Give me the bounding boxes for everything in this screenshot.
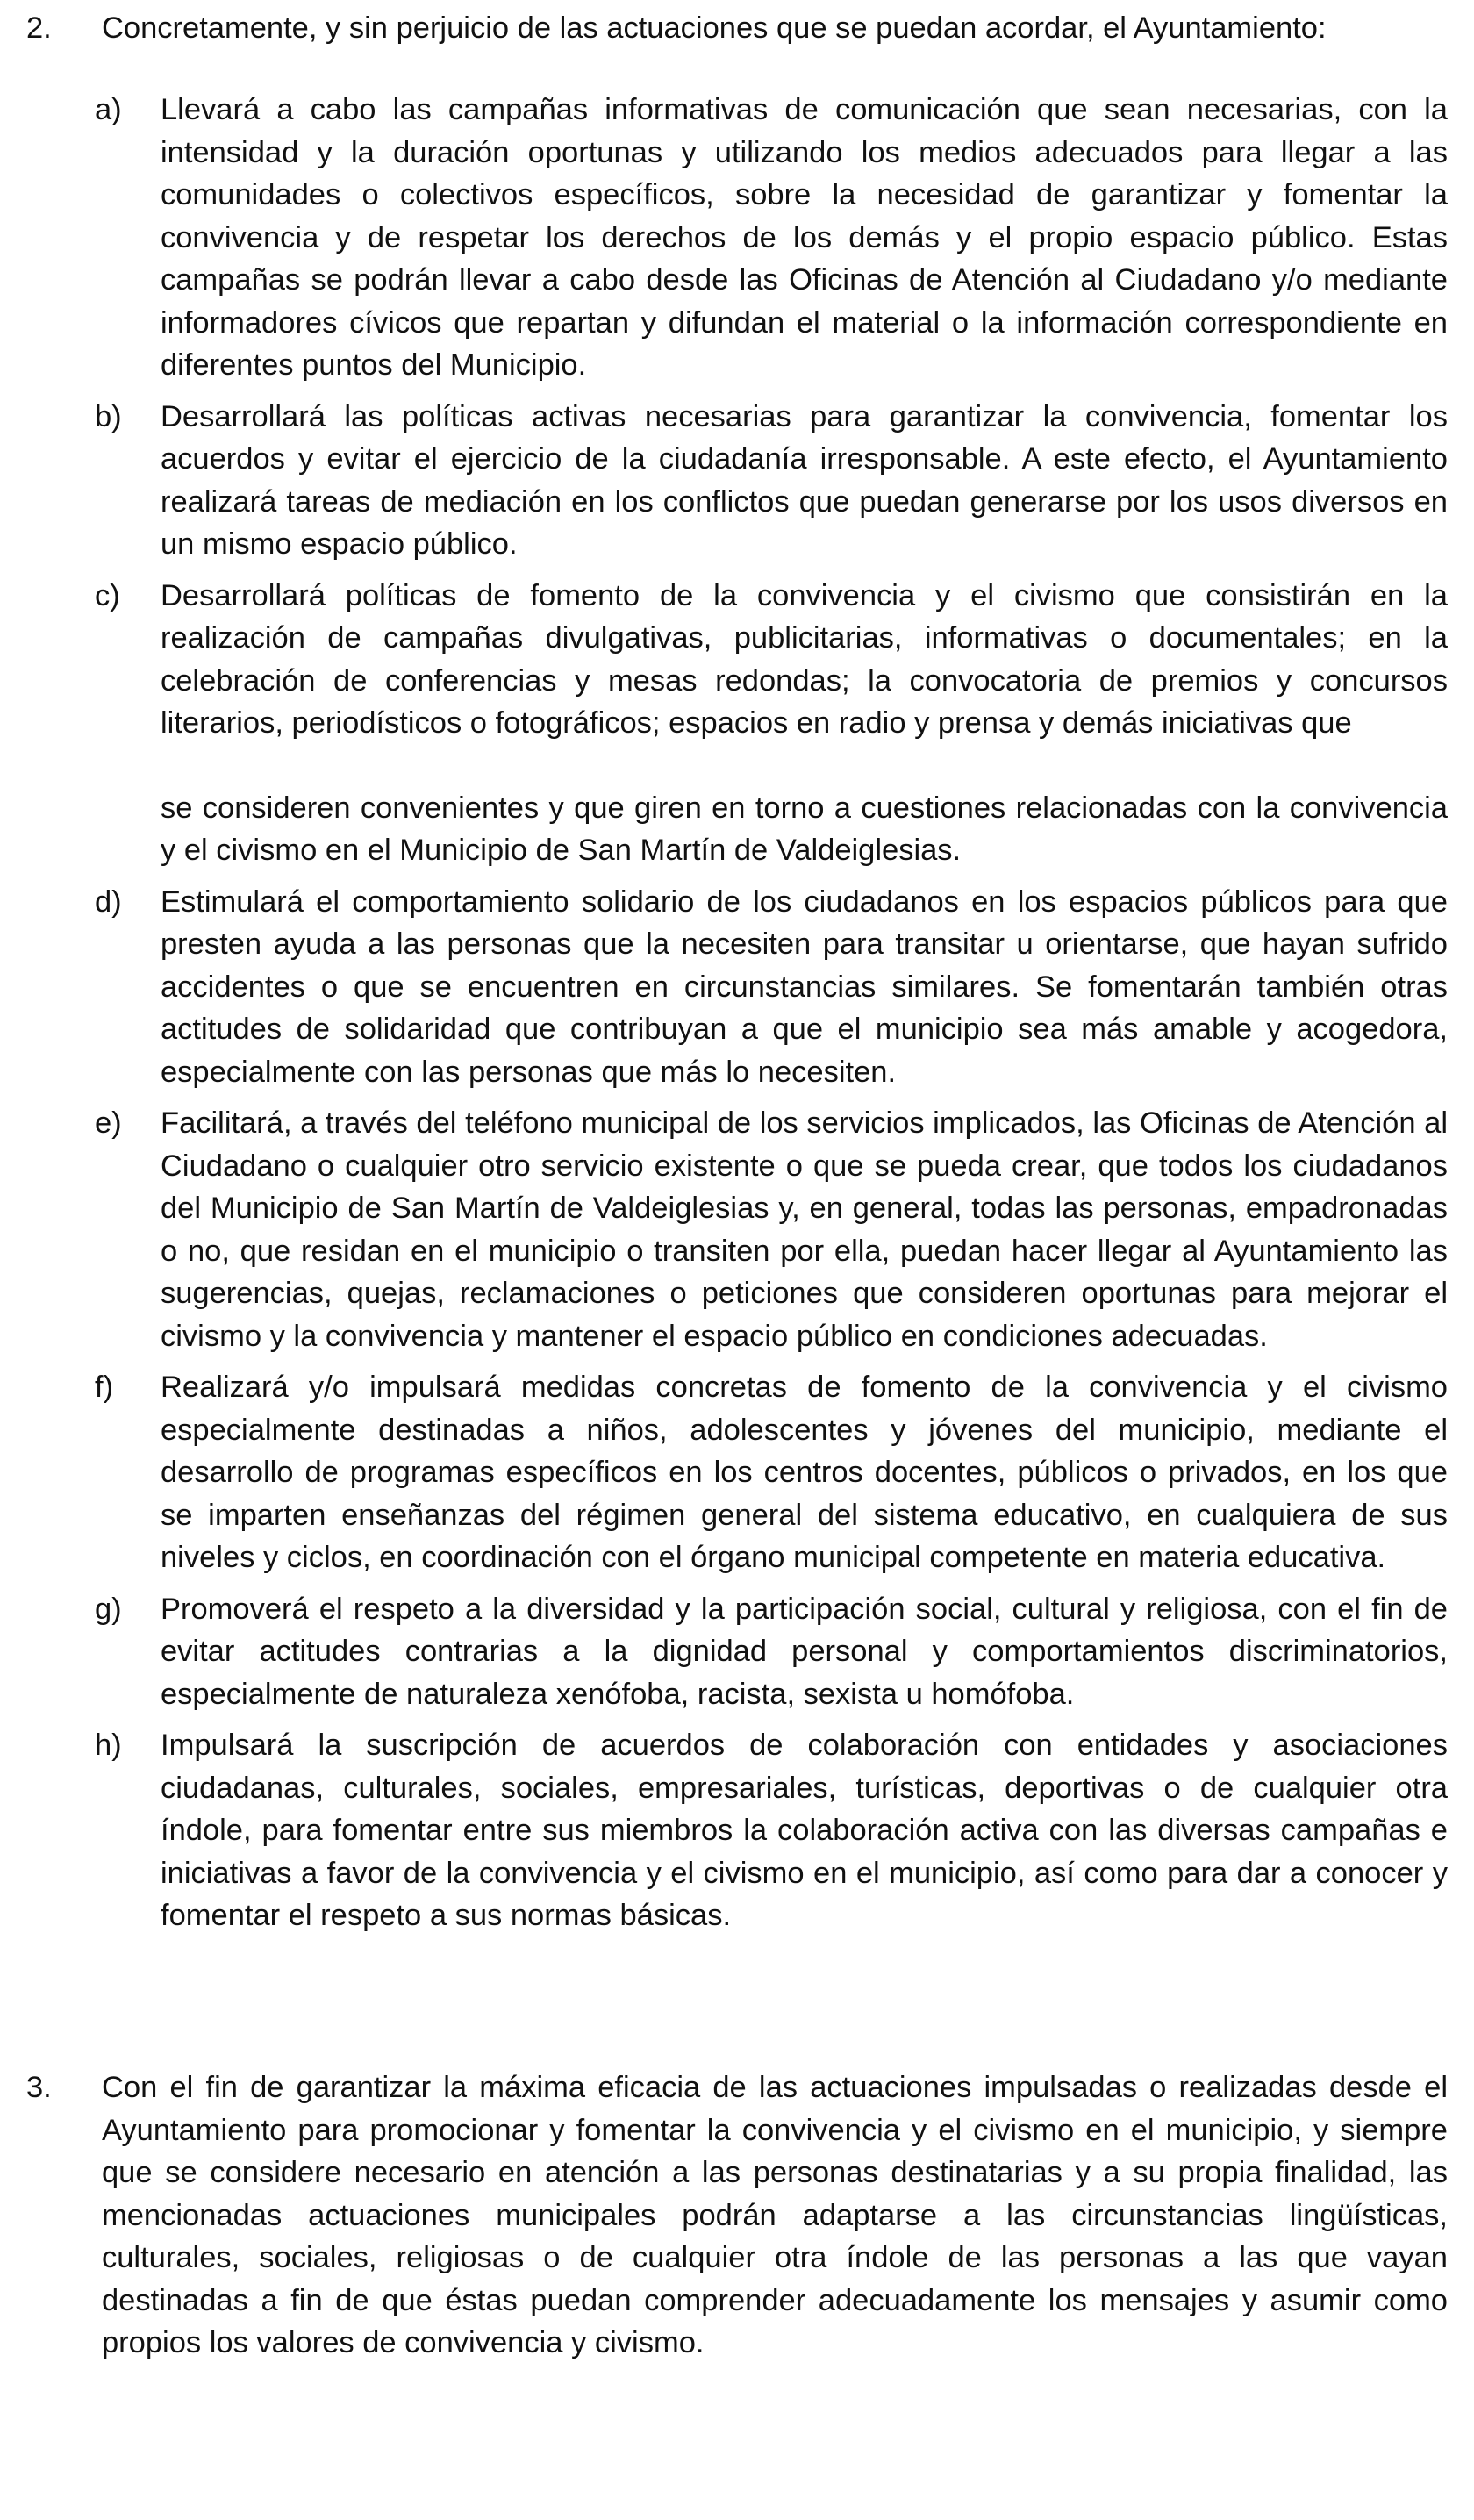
item-e-text: Facilitará, a través del teléfono municipal de los servicios implicados, las Oficinas de Atención al Ciudadano o cualquier otro servicio existente o que se pueda crear, que todos los ciudadanos del Municipio de San Martín de Valdeiglesias y, en general, todas las personas, empadronadas o no, que residan en el municipio o transiten por ella, puedan hacer llegar al Ayuntamiento las sugerencias, quejas, reclamaciones o peticiones que consideren oportunas para mejorar el civismo y la convivencia y mantener el espacio público en condiciones adecuadas. bbox=[161, 1106, 1448, 1353]
item-d-letter: d) bbox=[95, 884, 122, 919]
item-b-letter: b) bbox=[95, 399, 122, 433]
section-2-intro: Concretamente, y sin perjuicio de las actuaciones que se puedan acordar, el Ayuntamiento: bbox=[102, 11, 1327, 45]
section-3-number: 3. bbox=[26, 2071, 52, 2104]
list-item-f bbox=[95, 1366, 1448, 1579]
item-f-letter: f) bbox=[95, 1371, 114, 1404]
item-c-continuation: se consideren convenientes y que giren en torno a cuestiones relacionadas con la convivencia y el civismo en el Municipio de San Martín de Valdeiglesias. bbox=[161, 791, 1448, 867]
list-item-b bbox=[95, 396, 1448, 566]
list-item-g bbox=[95, 1588, 1448, 1716]
item-a-letter: a) bbox=[95, 93, 122, 126]
list-item-d bbox=[95, 881, 1448, 1094]
list-item-h bbox=[95, 1724, 1448, 1937]
item-g-text: Promoverá el respeto a la diversidad y la participación social, cultural y religiosa, con el fin de evitar actitudes contrarias a la dignidad personal y comportamientos discriminatorios, especialmente de naturaleza xenófoba, racista, sexista u homófoba. bbox=[161, 1592, 1448, 1711]
item-h-letter: h) bbox=[95, 1729, 122, 1762]
list-item-e bbox=[95, 1102, 1448, 1357]
item-g-letter: g) bbox=[95, 1592, 122, 1626]
section-3-text: Con el fin de garantizar la máxima eficacia de las actuaciones impulsadas o realizadas desde el Ayuntamiento para promocionar y fomentar la convivencia y el civismo en el municipio, y siempre que se considere necesario en atención a las personas destinatarias y a su propia finalidad, las mencionadas actuaciones municipales podrán adaptarse a las circunstancias lingüísticas, culturales, sociales, religiosas o de cualquier otra índole de las personas a las que vayan destinadas a fin de que éstas puedan comprender adecuadamente los mensajes y asumir como propios los valores de convivencia y civismo. bbox=[102, 2071, 1448, 2359]
item-b-text: Desarrollará las políticas activas necesarias para garantizar la convivencia, fomentar los acuerdos y evitar el ejercicio de la ciudadanía irresponsable. A este efecto, el Ayuntamiento realizará tareas de mediación en los conflictos que puedan generarse por los usos diversos en un mismo espacio público. bbox=[161, 399, 1448, 561]
item-e-letter: e) bbox=[95, 1106, 122, 1140]
section-2-number: 2. bbox=[26, 11, 52, 45]
item-c-text: Desarrollará políticas de fomento de la convivencia y el civismo que consistirán en la realización de campañas divulgativas, publicitarias, informativas o documentales; en la celebración de conferencias y mesas redondas; la convocatoria de premios y concursos literarios, periodísticos o fotográficos; espacios en radio y prensa y demás iniciativas que bbox=[161, 578, 1448, 740]
section-3 bbox=[26, 2066, 1448, 2365]
list-item-a bbox=[95, 89, 1448, 387]
section-2 bbox=[26, 7, 1448, 50]
section-2-items bbox=[95, 89, 1448, 1946]
list-item-c bbox=[95, 575, 1448, 872]
item-a-text: Llevará a cabo las campañas informativas de comunicación que sean necesarias, con la intensidad y la duración oportunas y utilizando los medios adecuados para llegar a las comunidades o colectivos específicos, sobre la necesidad de garantizar y fomentar la convivencia y de respetar los derechos de los demás y el propio espacio público. Estas campañas se podrán llevar a cabo desde las Oficinas de Atención al Ciudadano y/o mediante informadores cívicos que repartan y difundan el material o la información correspondiente en diferentes puntos del Municipio. bbox=[161, 93, 1448, 382]
item-d-text: Estimulará el comportamiento solidario de los ciudadanos en los espacios públicos para que presten ayuda a las personas que la necesiten para transitar u orientarse, que hayan sufrido accidentes o que se encuentren en circunstancias similares. Se fomentarán también otras actitudes de solidaridad que contribuyan a que el municipio sea más amable y acogedora, especialmente con las personas que más lo necesiten. bbox=[161, 884, 1448, 1089]
item-h-text: Impulsará la suscripción de acuerdos de colaboración con entidades y asociaciones ciudadanas, culturales, sociales, empresariales, turísticas, deportivas o de cualquier otra índole, para fomentar entre sus miembros la colaboración activa con las diversas campañas e iniciativas a favor de la convivencia y el civismo en el municipio, así como para dar a conocer y fomentar el respeto a sus normas básicas. bbox=[161, 1729, 1448, 1932]
item-c-letter: c) bbox=[95, 578, 120, 612]
item-f-text: Realizará y/o impulsará medidas concretas de fomento de la convivencia y el civismo especialmente destinadas a niños, adolescentes y jóvenes del municipio, mediante el desarrollo de programas específicos en los centros docentes, públicos o privados, en los que se imparten enseñanzas del régimen general del sistema educativo, en cualquiera de sus niveles y ciclos, en coordinación con el órgano municipal competente en materia educativa. bbox=[161, 1371, 1448, 1574]
